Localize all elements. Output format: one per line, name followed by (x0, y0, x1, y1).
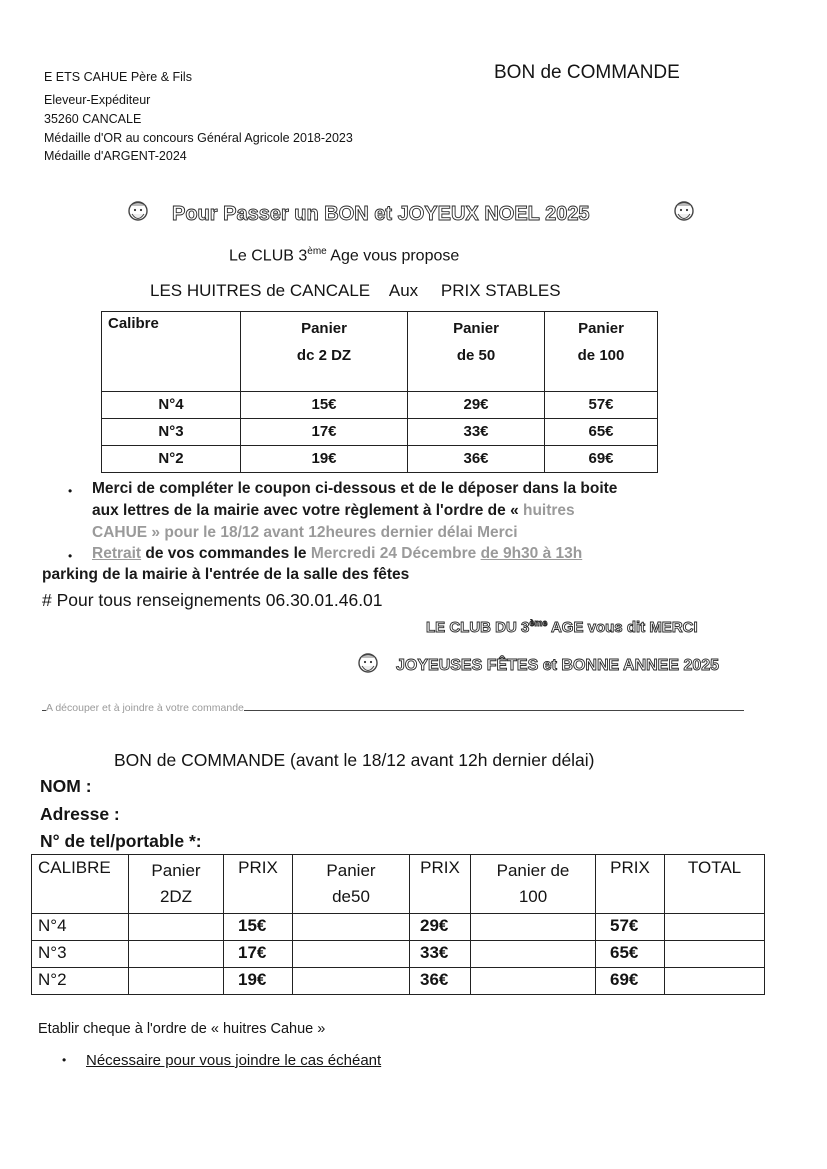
table-cell: 17€ (224, 941, 293, 968)
table-cell: N°4 (102, 392, 241, 419)
wishes-line: JOYEUSES FÊTES et BONNE ANNEE 2025 (396, 657, 720, 674)
bullet-icon: • (68, 549, 73, 563)
total-input[interactable] (665, 914, 765, 941)
retrait-line (92, 545, 582, 563)
instruction-line-2-text: aux lettres de la mairie avec votre règlement à l'ordre de « (92, 502, 523, 519)
bullet-icon: • (68, 484, 73, 498)
price-table (101, 311, 658, 473)
table-cell: 36€ (408, 446, 545, 473)
quantity-100-input[interactable] (471, 968, 596, 995)
order-header-cell: PRIX (596, 855, 665, 914)
santa-icon (356, 650, 380, 676)
total-input[interactable] (665, 968, 765, 995)
quantity-50-input[interactable] (293, 941, 410, 968)
tel-label: N° de tel/portable *: (40, 831, 202, 851)
instruction-line-3 (92, 524, 518, 542)
order-header-cell: Panier de 100 (471, 855, 596, 914)
instruction-line-2-faint: huitres (523, 502, 575, 519)
parking-line: parking de la mairie à l'entrée de la salle des fêtes (42, 566, 410, 583)
table-row (102, 419, 658, 446)
table-cell: 33€ (410, 941, 471, 968)
table-row (32, 968, 765, 995)
instruction-line-2 (92, 502, 575, 520)
company-activity: Eleveur-Expéditeur (44, 93, 151, 107)
quantity-100-input[interactable] (471, 914, 596, 941)
santa-icon (672, 198, 696, 224)
quantity-2dz-input[interactable] (129, 968, 224, 995)
offer-prix: PRIX STABLES (440, 281, 561, 300)
retrait-label: Retrait (92, 545, 142, 562)
nom-label: NOM : (40, 776, 92, 796)
retrait-date: Mercredi 24 Décembre (310, 545, 477, 562)
instruction-line-1: Merci de compléter le coupon ci-dessous et de le déposer dans la boite (92, 480, 618, 497)
table-cell: N°3 (102, 419, 241, 446)
table-cell: 15€ (241, 392, 408, 419)
club-line (229, 246, 459, 265)
company-address: 35260 CANCALE (44, 112, 142, 126)
table-row (32, 941, 765, 968)
table-row (102, 392, 658, 419)
info-line: # Pour tous renseignements 06.30.01.46.01 (42, 590, 383, 610)
table-cell: 29€ (410, 914, 471, 941)
table-cell: 17€ (241, 419, 408, 446)
club-merci (426, 618, 698, 636)
table-row (102, 446, 658, 473)
price-header-cell: Calibre (102, 312, 241, 392)
quantity-100-input[interactable] (471, 941, 596, 968)
quantity-2dz-input[interactable] (129, 914, 224, 941)
order-header-cell: TOTAL (665, 855, 765, 914)
club-line-post: Age vous propose (326, 247, 460, 265)
instruction-merci: Merci (477, 524, 518, 541)
bullet-icon: • (62, 1053, 67, 1067)
table-cell: N°2 (32, 968, 129, 995)
table-row (32, 914, 765, 941)
offer-aux: Aux (388, 281, 419, 300)
table-cell: 36€ (410, 968, 471, 995)
club-merci-text: LE CLUB DU 3 (426, 619, 530, 636)
order-header-cell: CALIBRE (32, 855, 129, 914)
quantity-50-input[interactable] (293, 914, 410, 941)
order-table (31, 854, 765, 995)
quantity-2dz-input[interactable] (129, 941, 224, 968)
table-cell: 65€ (596, 941, 665, 968)
table-cell: 65€ (545, 419, 658, 446)
table-cell: N°4 (32, 914, 129, 941)
table-cell: 69€ (545, 446, 658, 473)
instruction-line-3-text: » pour le 18/12 avant 12heures dernier délai (147, 524, 478, 541)
price-header-cell: Panier dc 2 DZ (241, 312, 408, 392)
order-header-cell: PRIX (224, 855, 293, 914)
club-line-sup: ème (307, 246, 327, 257)
price-header-cell: Panier de 50 (408, 312, 545, 392)
offer-line (150, 281, 561, 301)
club-merci-sup: ème (529, 618, 548, 628)
medal-silver: Médaille d'ARGENT-2024 (44, 149, 187, 163)
table-cell: 57€ (596, 914, 665, 941)
table-cell: 29€ (408, 392, 545, 419)
cheque-line: Etablir cheque à l'ordre de « huitres Cahue » (38, 1021, 326, 1037)
document-title: BON de COMMANDE (494, 62, 680, 83)
quantity-50-input[interactable] (293, 968, 410, 995)
adresse-label: Adresse : (40, 804, 120, 824)
club-line-text: Le CLUB 3 (229, 247, 308, 265)
company-name: E ETS CAHUE Père & Fils (44, 70, 192, 84)
order-form-title: BON de COMMANDE (avant le 18/12 avant 12h dernier délai) (114, 750, 595, 770)
price-header-cell: Panier de 100 (545, 312, 658, 392)
note-line: Nécessaire pour vous joindre le cas échéant (86, 1052, 382, 1069)
table-cell: 33€ (408, 419, 545, 446)
table-cell: N°2 (102, 446, 241, 473)
table-cell: 19€ (241, 446, 408, 473)
retrait-hours: de 9h30 à 13h (480, 545, 583, 562)
offer-main: LES HUITRES de CANCALE (150, 281, 371, 300)
table-cell: 19€ (224, 968, 293, 995)
order-header-cell: PRIX (410, 855, 471, 914)
order-table-header (32, 855, 765, 914)
banner-title: Pour Passer un BON et JOYEUX NOEL 2025 (172, 203, 590, 225)
santa-icon (126, 198, 150, 224)
price-table-header (102, 312, 658, 392)
club-merci-post: AGE vous dit MERCI (547, 619, 698, 636)
cut-line (42, 698, 744, 714)
order-header-cell: Panier 2DZ (129, 855, 224, 914)
table-cell: 57€ (545, 392, 658, 419)
table-cell: 15€ (224, 914, 293, 941)
table-cell: 69€ (596, 968, 665, 995)
total-input[interactable] (665, 941, 765, 968)
instruction-line-3-faint: CAHUE (92, 524, 148, 541)
medal-gold: Médaille d'OR au concours Général Agricole 2018-2023 (44, 131, 353, 145)
retrait-mid: de vos commandes le (141, 545, 311, 562)
order-header-cell: Panier de50 (293, 855, 410, 914)
table-cell: N°3 (32, 941, 129, 968)
cut-line-text: A découper et à joindre à votre commande (46, 702, 244, 714)
